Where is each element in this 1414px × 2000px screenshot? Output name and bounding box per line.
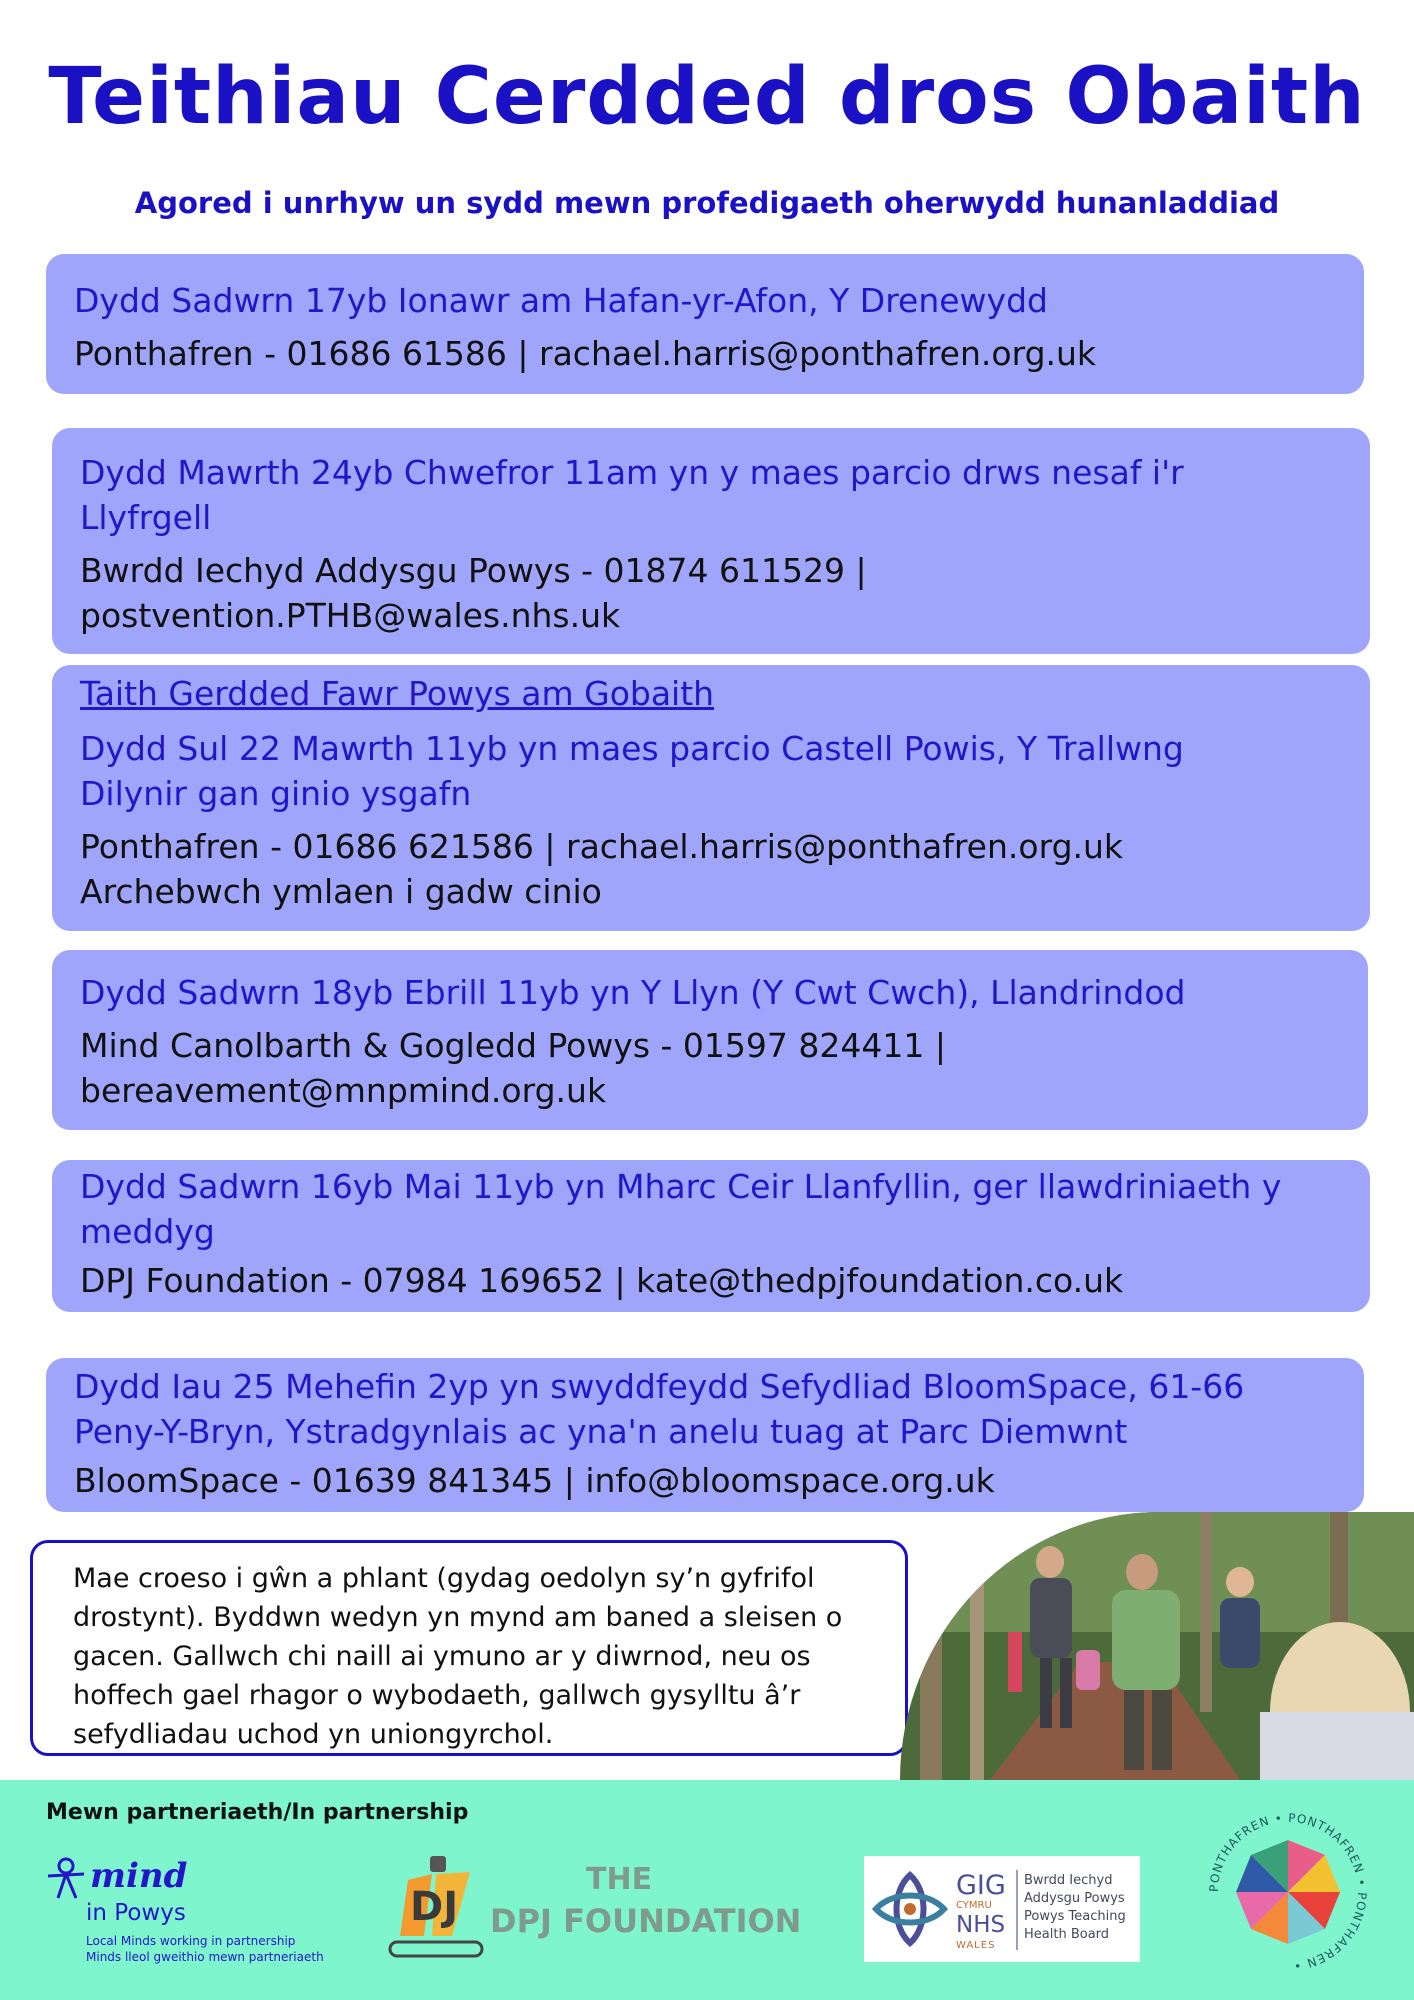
gig-label: GIG: [956, 1870, 1006, 1901]
event-card-march: [52, 665, 1370, 931]
health-board-name: [1024, 1872, 1126, 1944]
event-when-line-2: Llyfrgell: [80, 498, 212, 537]
note-line: hoffech gael rhagor o wybodaeth, gallwch gysylltu â’r: [73, 1680, 801, 1711]
ponthafren-wheel-icon: [1208, 1812, 1368, 1972]
mind-tagline-en: Local Minds working in partnership: [86, 1934, 296, 1948]
event-card-april: [52, 950, 1368, 1130]
event-when-line-2: meddyg: [80, 1212, 215, 1251]
dpj-name: DPJ FOUNDATION: [490, 1902, 802, 1940]
mind-figure-icon: [44, 1856, 88, 1900]
event-when-line-1: Dydd Sul 22 Mawrth 11yb yn maes parcio Castell Powis, Y Trallwng: [80, 729, 1184, 768]
welcome-note: [30, 1540, 908, 1756]
event-contact-line-1: Mind Canolbarth & Gogledd Powys - 01597 824411 |: [80, 1026, 946, 1065]
note-line: sefydliadau uchod yn uniongyrchol.: [73, 1719, 554, 1750]
walkers-photo-illustration: [900, 1512, 1414, 1780]
event-contact-line-1: Ponthafren - 01686 621586 | rachael.harris@ponthafren.org.uk: [80, 827, 1124, 866]
mind-wordmark: mind: [90, 1856, 188, 1896]
event-contact: DPJ Foundation - 07984 169652 | kate@thedpjfoundation.co.uk: [80, 1261, 1124, 1300]
event-when-line-2: Dilynir gan ginio ysgafn: [80, 774, 472, 813]
event-when: Dydd Sadwrn 18yb Ebrill 11yb yn Y Llyn (Y Cwt Cwch), Llandrindod: [80, 973, 1186, 1012]
event-contact-line-2: postvention.PTHB@wales.nhs.uk: [80, 596, 621, 635]
cymru-label: CYMRU: [956, 1900, 992, 1911]
nhs-label: NHS: [956, 1912, 1006, 1938]
partnership-label: Mewn partneriaeth/In partnership: [46, 1800, 469, 1825]
event-card-january: [46, 254, 1364, 394]
event-contact: BloomSpace - 01639 841345 | info@bloomspace.org.uk: [74, 1461, 995, 1500]
celtic-knot-icon: [870, 1869, 950, 1949]
svg-text:DJ: DJ: [410, 1884, 459, 1930]
footer: [0, 1780, 1414, 2000]
event-card-june: [46, 1358, 1364, 1512]
event-card-may: [52, 1160, 1370, 1312]
event-contact-line-1: Bwrdd Iechyd Addysgu Powys - 01874 611529 |: [80, 551, 867, 590]
health-board-line-3: Powys Teaching: [1024, 1909, 1126, 1924]
big-walk-link[interactable]: Taith Gerdded Fawr Powys am Gobaith: [80, 674, 715, 713]
health-board-line-1: Bwrdd Iechyd: [1024, 1873, 1113, 1888]
walkers-photo: [900, 1512, 1414, 1780]
dpj-the: THE: [586, 1862, 653, 1897]
wales-label: WALES: [956, 1940, 996, 1951]
event-contact: Ponthafren - 01686 61586 | rachael.harris@ponthafren.org.uk: [74, 334, 1097, 373]
ponthafren-ring-text: PONTHAFREN • PONTHAFREN • PONTHAFREN •: [1208, 1812, 1368, 1972]
event-card-february: [52, 428, 1370, 654]
health-board-line-4: Health Board: [1024, 1927, 1110, 1942]
powys-teaching-health-board-logo: [864, 1856, 1140, 1962]
dpj-tractor-icon: [380, 1850, 490, 1960]
event-when-line-1: Dydd Sadwrn 16yb Mai 11yb yn Mharc Ceir Llanfyllin, ger llawdriniaeth y: [80, 1167, 1282, 1206]
dpj-foundation-logo: [380, 1850, 800, 1980]
event-when-line-1: Dydd Iau 25 Mehefin 2yp yn swyddfeydd Sefydliad BloomSpace, 61-66: [74, 1367, 1245, 1406]
note-line: gacen. Gallwch chi naill ai ymuno ar y diwrnod, neu os: [73, 1641, 811, 1672]
page-title: Teithiau Cerdded dros Obaith: [48, 52, 1366, 142]
note-line: drostynt). Byddwn wedyn yn mynd am baned a sleisen o: [73, 1602, 843, 1633]
mind-tagline-cy: Minds lleol gweithio mewn partneriaeth: [86, 1950, 324, 1964]
mind-powys-logo: [44, 1856, 364, 1976]
event-when: Dydd Sadwrn 17yb Ionawr am Hafan-yr-Afon, Y Drenewydd: [74, 281, 1048, 320]
note-line: Mae croeso i gŵn a phlant (gydag oedolyn sy’n gyfrifol: [73, 1563, 815, 1594]
event-when-line-1: Dydd Mawrth 24yb Chwefror 11am yn y maes parcio drws nesaf i'r: [80, 453, 1184, 492]
nhs-divider: [1016, 1870, 1018, 1950]
event-contact-line-2: Archebwch ymlaen i gadw cinio: [80, 872, 602, 911]
ponthafren-logo: [1208, 1812, 1368, 1972]
mind-subtitle: in Powys: [86, 1900, 186, 1926]
page-subtitle: Agored i unrhyw un sydd mewn profedigaeth oherwydd hunanladdiad: [134, 186, 1280, 220]
health-board-line-2: Addysgu Powys: [1024, 1891, 1125, 1906]
event-contact-line-2: bereavement@mnpmind.org.uk: [80, 1071, 607, 1110]
event-when-line-2: Peny-Y-Bryn, Ystradgynlais ac yna'n anelu tuag at Parc Diemwnt: [74, 1412, 1128, 1451]
